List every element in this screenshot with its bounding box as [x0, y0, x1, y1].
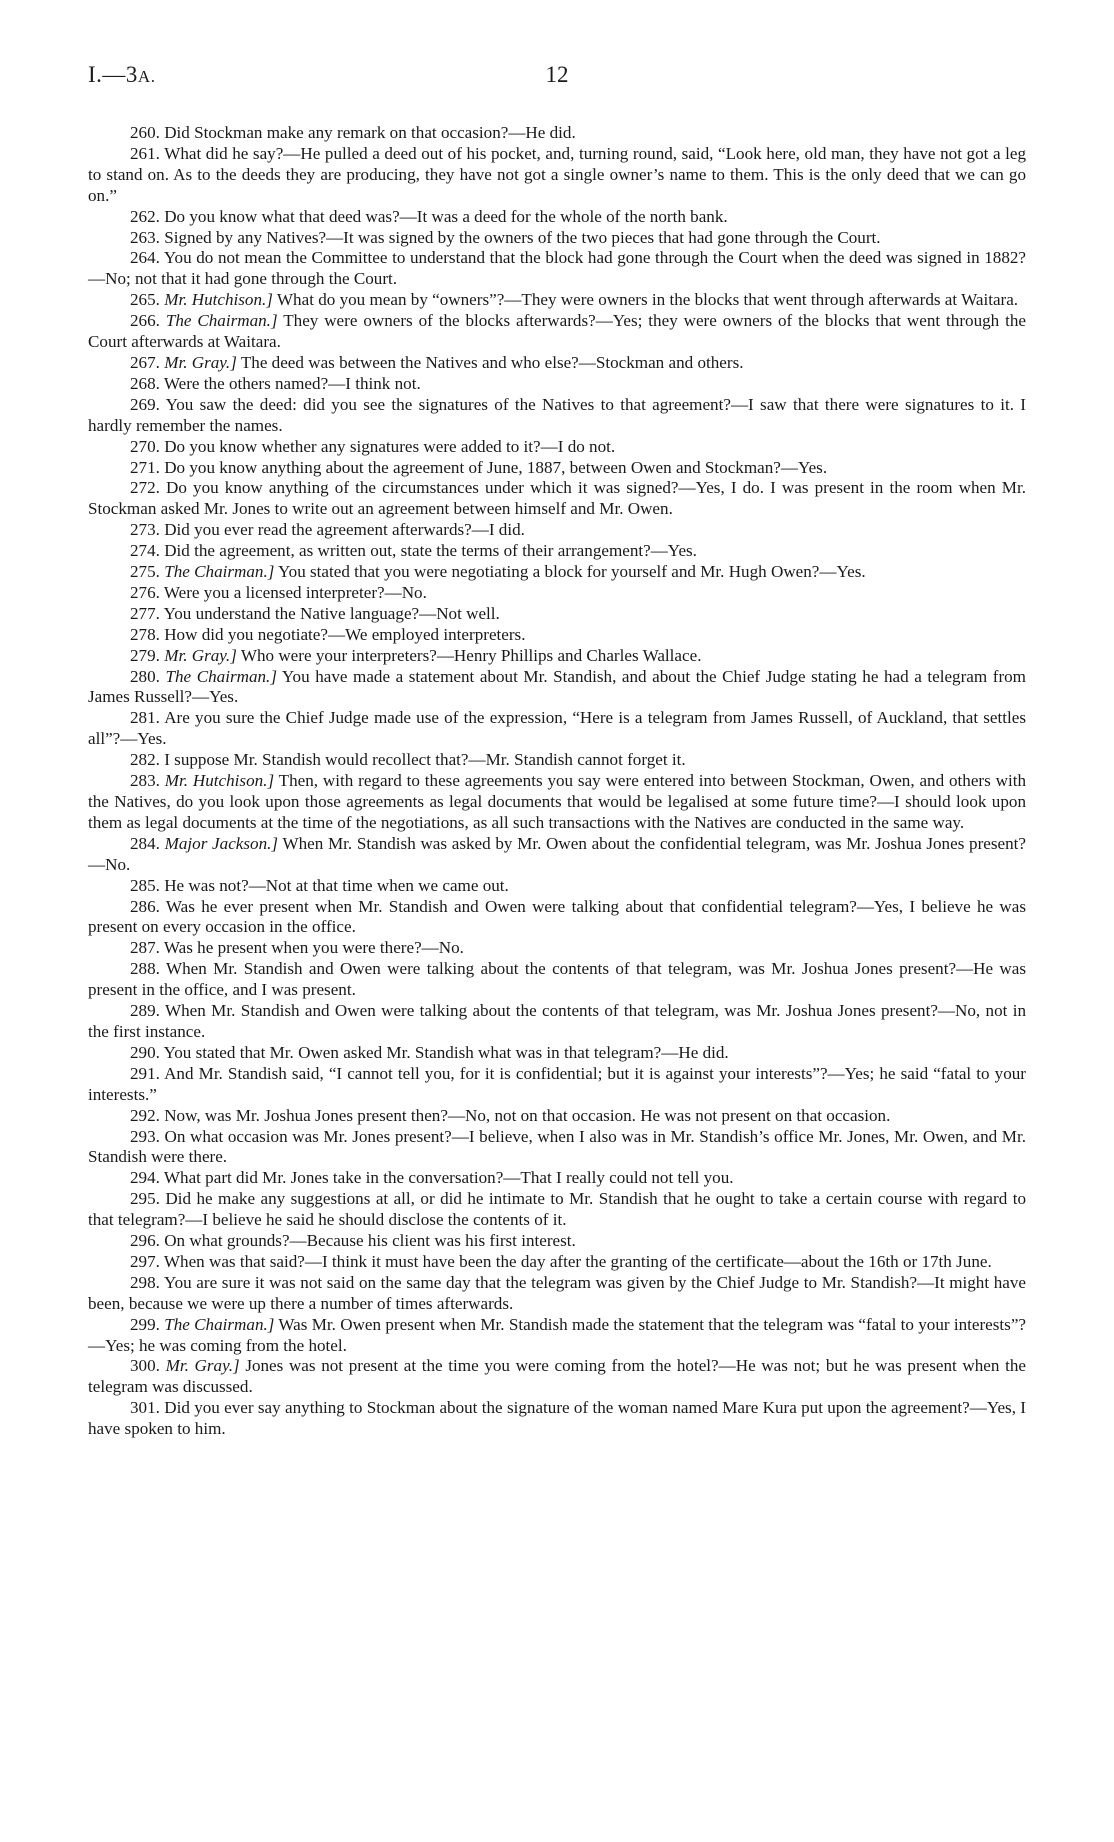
question-answer-text: You have made a statement about Mr. Standish, and about the Chief Judge stating he had a telegram from James Russell?—Yes.	[88, 666, 1026, 707]
question-answer-text: Did Stockman make any remark on that occasion?—He did.	[164, 123, 576, 142]
question-answer-text: Did the agreement, as written out, state the terms of their arrangement?—Yes.	[164, 541, 697, 561]
question-paragraph	[88, 290, 1026, 311]
speaker-name: Mr. Gray.]	[164, 645, 237, 665]
question-paragraph	[88, 437, 1026, 458]
question-paragraph	[88, 248, 1026, 290]
question-number: 291.	[130, 1063, 160, 1083]
question-number: 268.	[130, 373, 160, 393]
question-paragraph	[88, 123, 1026, 144]
question-answer-text: When was that said?—I think it must have been the day after the granting of the certificate—about the 16th or 17th June.	[163, 1251, 992, 1271]
question-paragraph	[88, 625, 1026, 646]
question-paragraph	[88, 583, 1026, 604]
question-paragraph	[88, 1168, 1026, 1189]
question-number: 264.	[130, 248, 160, 268]
question-paragraph	[88, 1315, 1026, 1357]
question-paragraph	[88, 897, 1026, 939]
question-paragraph	[88, 646, 1026, 667]
speaker-name: The Chairman.]	[164, 1314, 275, 1334]
question-answer-text: How did you negotiate?—We employed interpreters.	[164, 624, 526, 644]
question-answer-text: Were you a licensed interpreter?—No.	[163, 582, 427, 602]
question-answer-text: When Mr. Standish was asked by Mr. Owen about the confidential telegram, was Mr. Joshua Jones present?—No.	[88, 833, 1026, 874]
question-answer-text: You stated that you were negotiating a block for yourself and Mr. Hugh Owen?—Yes.	[278, 562, 866, 582]
question-number: 290.	[130, 1042, 160, 1062]
question-paragraph	[88, 667, 1026, 709]
question-paragraph	[88, 228, 1026, 249]
question-paragraph	[88, 207, 1026, 228]
question-paragraph	[88, 876, 1026, 897]
question-number: 261.	[130, 143, 160, 163]
question-number: 271.	[130, 457, 160, 477]
question-number: 298.	[130, 1272, 160, 1292]
speaker-name: Mr. Hutchison.]	[164, 771, 275, 791]
speaker-name: The Chairman.]	[164, 562, 275, 582]
question-answer-text: You do not mean the Committee to understand that the block had gone through the Court when the deed was signed in 1882?—No; not that it had gone through the Court.	[88, 248, 1026, 289]
question-paragraph	[88, 1189, 1026, 1231]
question-number: 295.	[130, 1189, 160, 1209]
question-number: 296.	[130, 1231, 160, 1251]
question-answer-text: Then, with regard to these agreements you say were entered into between Stockman, Owen, and others with the Natives, do you look upon those agreements as legal documents that would be legalised at some future time?—I should look upon them as legal documents at the time of the negotiations, as all such transactions with the Natives are conducted in the same way.	[88, 771, 1026, 832]
page-header	[88, 62, 1026, 96]
question-answer-text: What did he say?—He pulled a deed out of his pocket, and, turning round, said, “Look here, old man, they have not got a leg to stand on. As to the deeds they are producing, they have not got a single owner’s name to them. This is the only deed that we can go on.”	[88, 143, 1026, 205]
question-number: 283.	[130, 771, 160, 791]
question-number: 292.	[130, 1105, 160, 1125]
question-number: 276.	[130, 582, 160, 602]
question-paragraph	[88, 750, 1026, 771]
question-number: 288.	[130, 959, 160, 979]
question-number: 263.	[130, 227, 160, 247]
question-answer-text: Do you know anything about the agreement of June, 1887, between Owen and Stockman?—Yes.	[164, 457, 828, 477]
question-paragraph	[88, 604, 1026, 625]
question-answer-text: On what grounds?—Because his client was his first interest.	[164, 1231, 576, 1251]
question-answer-text: And Mr. Standish said, “I cannot tell you, for it is confidential; but it is against your interests”?—Yes; he said “fatal to your interests.”	[88, 1063, 1026, 1104]
question-number: 265.	[130, 290, 160, 310]
question-paragraph	[88, 311, 1026, 353]
question-paragraph	[88, 562, 1026, 583]
question-number: 282.	[130, 750, 160, 770]
question-paragraph	[88, 1001, 1026, 1043]
question-answer-text: You stated that Mr. Owen asked Mr. Standish what was in that telegram?—He did.	[163, 1042, 729, 1062]
question-number: 267.	[130, 352, 160, 372]
question-answer-text: You saw the deed: did you see the signatures of the Natives to that agreement?—I saw that there were signatures to it. I hardly remember the names.	[88, 394, 1026, 435]
reference-dot: .	[150, 67, 156, 86]
question-number: 294.	[130, 1168, 160, 1188]
question-paragraph	[88, 1064, 1026, 1106]
question-number: 286.	[130, 896, 160, 916]
question-paragraph	[88, 938, 1026, 959]
page-number: 12	[545, 62, 569, 87]
speaker-name: Mr. Gray.]	[164, 352, 237, 372]
question-answer-text: Now, was Mr. Joshua Jones present then?—No, not on that occasion. He was not present on that occasion.	[164, 1105, 891, 1125]
question-paragraph	[88, 1106, 1026, 1127]
question-number: 278.	[130, 624, 160, 644]
question-paragraph	[88, 541, 1026, 562]
question-answer-text: Were the others named?—I think not.	[163, 373, 421, 393]
question-number: 281.	[130, 708, 160, 728]
question-number: 293.	[130, 1126, 160, 1146]
reference-suffix: A	[137, 67, 151, 86]
question-paragraph	[88, 771, 1026, 834]
question-answer-text: When Mr. Standish and Owen were talking about the contents of that telegram, was Mr. Joshua Jones present?—He was present in the office, and I was present.	[88, 959, 1026, 1000]
question-number: 284.	[130, 833, 160, 853]
question-answer-text: Signed by any Natives?—It was signed by the owners of the two pieces that had gone through the Court.	[164, 227, 881, 247]
question-answer-text: He was not?—Not at that time when we came out.	[164, 875, 509, 895]
question-answer-text: Did you ever say anything to Stockman about the signature of the woman named Mare Kura put upon the agreement?—Yes, I have spoken to him.	[88, 1398, 1026, 1439]
question-answer-text: What do you mean by “owners”?—They were owners in the blocks that went through afterwards at Waitara.	[276, 290, 1019, 310]
question-answer-text: Was Mr. Owen present when Mr. Standish made the statement that the telegram was “fatal to your interests”?—Yes; he was coming from the hotel.	[88, 1314, 1026, 1355]
question-answer-text: You are sure it was not said on the same day that the telegram was given by the Chief Judge to Mr. Standish?—It might have been, because we were up there a number of times afterwards.	[88, 1272, 1027, 1313]
question-number: 273.	[130, 520, 160, 540]
question-paragraph	[88, 395, 1026, 437]
question-answer-text: Was he present when you were there?—No.	[163, 938, 464, 958]
question-paragraph	[88, 1231, 1026, 1252]
question-answer-text: On what occasion was Mr. Jones present?—I believe, when I also was in Mr. Standish’s office Mr. Jones, Mr. Owen, and Mr. Standish were there.	[88, 1126, 1027, 1167]
question-number: 289.	[130, 1001, 160, 1021]
question-number: 262.	[130, 206, 160, 226]
question-paragraph	[88, 708, 1026, 750]
question-answer-text: Do you know what that deed was?—It was a deed for the whole of the north bank.	[164, 206, 728, 226]
question-number: 277.	[130, 603, 160, 623]
transcript-body	[88, 123, 1026, 1440]
question-answer-text: They were owners of the blocks afterwards?—Yes; they were owners of the blocks that went through the Court afterwards at Waitara.	[88, 311, 1026, 352]
question-answer-text: Did you ever read the agreement afterwards?—I did.	[164, 520, 525, 540]
question-paragraph	[88, 959, 1026, 1001]
question-number: 275.	[130, 562, 160, 582]
speaker-name: The Chairman.]	[165, 311, 278, 331]
question-answer-text: The deed was between the Natives and who else?—Stockman and others.	[240, 352, 744, 372]
question-paragraph	[88, 374, 1026, 395]
question-answer-text: I suppose Mr. Standish would recollect that?—Mr. Standish cannot forget it.	[164, 750, 686, 770]
question-number: 300.	[130, 1356, 160, 1376]
question-answer-text: Jones was not present at the time you were coming from the hotel?—He was not; but he was present when the telegram was discussed.	[88, 1356, 1026, 1397]
question-answer-text: Do you know anything of the circumstances under which it was signed?—Yes, I do. I was present in the room when Mr. Stockman asked Mr. Jones to write out an agreement between himself and Mr. Owen.	[88, 478, 1026, 519]
question-number: 269.	[130, 394, 160, 414]
question-answer-text: Do you know whether any signatures were added to it?—I do not.	[164, 436, 616, 456]
question-number: 285.	[130, 875, 160, 895]
reference-main: I.—3	[88, 62, 138, 87]
speaker-name: Mr. Gray.]	[165, 1356, 240, 1376]
question-paragraph	[88, 1252, 1026, 1273]
question-number: 274.	[130, 541, 160, 561]
question-answer-text: Who were your interpreters?—Henry Phillips and Charles Wallace.	[240, 645, 702, 665]
speaker-name: Mr. Hutchison.]	[164, 290, 273, 310]
question-number: 301.	[130, 1398, 160, 1418]
question-answer-text: When Mr. Standish and Owen were talking about the contents of that telegram, was Mr. Joshua Jones present?—No, not in the first instance.	[88, 1001, 1026, 1041]
question-answer-text: Did he make any suggestions at all, or did he intimate to Mr. Standish that he ought to take a certain course with regard to that telegram?—I believe he said he should disclose the contents of it.	[88, 1189, 1026, 1230]
question-number: 297.	[130, 1251, 160, 1271]
question-paragraph	[88, 520, 1026, 541]
question-paragraph	[88, 144, 1026, 207]
question-paragraph	[88, 1398, 1026, 1440]
question-paragraph	[88, 1127, 1026, 1169]
question-answer-text: You understand the Native language?—Not well.	[163, 603, 500, 623]
speaker-name: Major Jackson.]	[164, 833, 279, 853]
question-paragraph	[88, 478, 1026, 520]
question-paragraph	[88, 834, 1026, 876]
question-answer-text: What part did Mr. Jones take in the conversation?—That I really could not tell you.	[163, 1168, 734, 1188]
question-number: 266.	[130, 311, 160, 331]
question-number: 272.	[130, 478, 160, 498]
question-number: 280.	[130, 666, 160, 686]
question-answer-text: Was he ever present when Mr. Standish and Owen were talking about that confidential telegram?—Yes, I believe he was present on every occasion in the office.	[88, 896, 1026, 937]
speaker-name: The Chairman.]	[165, 666, 277, 686]
question-paragraph	[88, 1043, 1026, 1064]
question-number: 287.	[130, 938, 160, 958]
question-number: 299.	[130, 1314, 160, 1334]
question-answer-text: Are you sure the Chief Judge made use of the expression, “Here is a telegram from James Russell, of Auckland, that settles all”?—Yes.	[88, 708, 1026, 749]
question-paragraph	[88, 458, 1026, 479]
question-number: 279.	[130, 645, 160, 665]
question-number: 260.	[130, 123, 160, 142]
question-paragraph	[88, 1273, 1026, 1315]
question-number: 270.	[130, 436, 160, 456]
question-paragraph	[88, 1356, 1026, 1398]
question-paragraph	[88, 353, 1026, 374]
